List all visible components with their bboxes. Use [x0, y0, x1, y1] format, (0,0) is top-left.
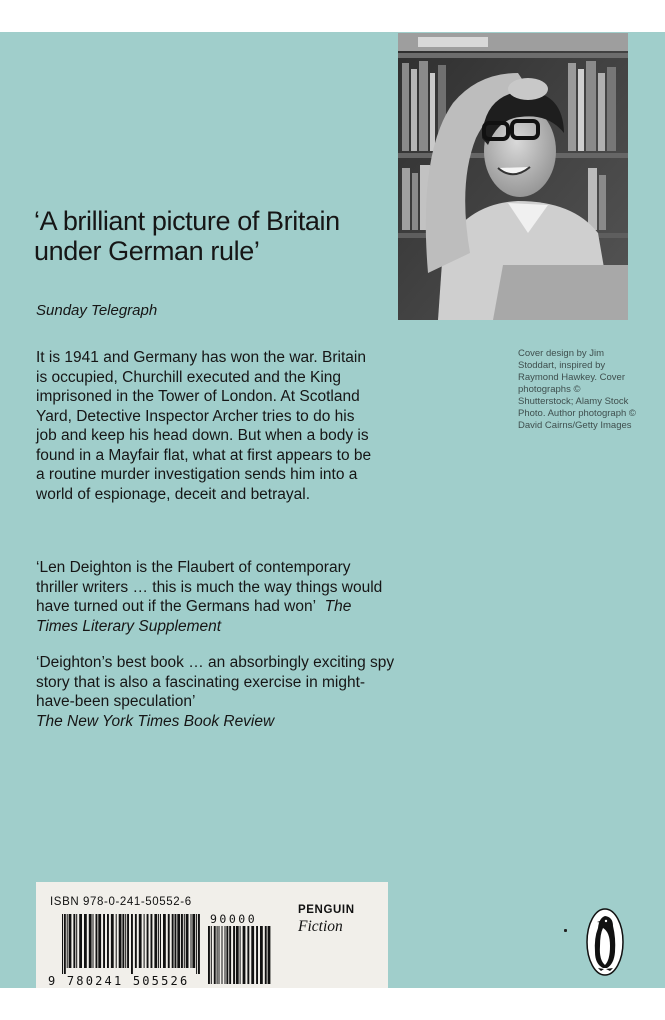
- cover-credits: Cover design by Jim Stoddart, inspired by Raymond Hawkey. Cover photographs © Shutterstock; Alamy Stock Photo. Author photograph © David Cairns/Getty Images: [518, 348, 636, 431]
- barcode-panel: [36, 882, 388, 988]
- barcode-bar: [154, 914, 157, 968]
- barcode-bar: [131, 914, 133, 974]
- barcode-bar: [93, 914, 94, 968]
- barcode-bar: [172, 914, 174, 968]
- synopsis-blurb: It is 1941 and Germany has won the war. Britain is occupied, Churchill executed and the King imprisoned in the Tower of London. At Scotland Yard, Detective Inspector Archer tries to do his job and keep his head down. But when a body is found in a Mayfair flat, what at first appears to be a routine murder investigation sends him into a world of espionage, deceit and betrayal.: [36, 349, 372, 503]
- barcode-bar: [229, 926, 231, 984]
- barcode-bar: [260, 926, 263, 984]
- barcode-bar: [116, 914, 117, 968]
- barcode-bar: [107, 914, 109, 968]
- barcode-bar: [219, 926, 220, 984]
- barcode-bar: [211, 926, 212, 984]
- barcode-bar: [177, 914, 180, 968]
- barcode-bar: [240, 926, 241, 984]
- series-name: Fiction: [298, 918, 343, 935]
- barcode-bar: [184, 914, 185, 968]
- barcode-bar: [192, 914, 195, 968]
- barcode-bar: [222, 926, 223, 984]
- barcode-bar: [243, 926, 246, 984]
- review-quote-text: ‘Deighton’s best book … an absorbingly exciting spy story that is also a fascinating exercise in might-have-been speculation’: [36, 654, 395, 710]
- barcode-bar: [217, 926, 218, 984]
- barcode-bar: [69, 914, 72, 968]
- barcode-bar: [84, 914, 87, 968]
- barcode-bar: [98, 914, 101, 968]
- review-quote-2: [36, 653, 396, 731]
- barcode-bar: [196, 914, 197, 974]
- barcode-bar: [186, 914, 189, 968]
- barcode-bar: [265, 926, 267, 984]
- barcode-bar: [135, 914, 137, 968]
- barcode-bar: [76, 914, 77, 968]
- barcode-bar: [62, 914, 63, 974]
- penguin-logo-icon: [586, 908, 624, 976]
- barcode-bar: [127, 914, 129, 968]
- barcode-bar: [236, 926, 239, 984]
- headline-source: Sunday Telegraph: [36, 302, 158, 319]
- barcode-bar: [89, 914, 92, 968]
- barcode-addon-digits: 90000: [210, 912, 258, 926]
- isbn-barcode: [62, 914, 202, 974]
- author-photo-image: [398, 33, 628, 320]
- barcode-digits: 9 780241 505526: [48, 974, 190, 988]
- author-photo: [398, 33, 628, 320]
- barcode-bar: [119, 914, 122, 968]
- review-quote-source: The Times Literary Supplement: [36, 598, 352, 635]
- barcode-bar: [139, 914, 142, 968]
- barcode-bar: [256, 926, 258, 984]
- headline-quote: ‘A brilliant picture of Britain under German rule’: [34, 206, 340, 266]
- review-quote-1: [36, 558, 396, 636]
- barcode-bar: [96, 914, 98, 968]
- barcode-bar: [191, 914, 192, 968]
- barcode-bar: [181, 914, 183, 968]
- review-quote-source: The New York Times Book Review: [36, 712, 275, 730]
- barcode-bar: [251, 926, 254, 984]
- barcode-bar: [247, 926, 249, 984]
- barcode-bar: [151, 914, 153, 968]
- barcode-bar: [175, 914, 177, 968]
- price-addon-barcode: [208, 926, 272, 984]
- barcode-bar: [64, 914, 66, 974]
- barcode-bar: [103, 914, 105, 968]
- barcode-bar: [214, 926, 216, 984]
- barcode-bar: [147, 914, 149, 968]
- print-dot-mark: [564, 929, 567, 932]
- barcode-bar: [208, 926, 210, 984]
- barcode-bar: [79, 914, 82, 968]
- barcode-bar: [168, 914, 170, 968]
- barcode-bar: [67, 914, 68, 968]
- barcode-bar: [73, 914, 75, 968]
- barcode-bar: [144, 914, 145, 968]
- isbn-label: ISBN 978-0-241-50552-6: [50, 896, 192, 908]
- barcode-bar: [158, 914, 159, 968]
- barcode-bar: [226, 926, 228, 984]
- barcode-bar: [268, 926, 271, 984]
- barcode-bar: [198, 914, 200, 974]
- barcode-bar: [225, 926, 226, 984]
- barcode-bar: [122, 914, 124, 968]
- barcode-bar: [233, 926, 235, 984]
- review-quote-text: ‘Len Deighton is the Flaubert of contemporary thriller writers … this is much the way things would have turned out if the Germans had won’: [36, 559, 383, 615]
- book-back-cover: [0, 32, 665, 988]
- publisher-brand: PENGUIN: [298, 904, 355, 916]
- barcode-bar: [160, 914, 161, 968]
- barcode-bar: [111, 914, 114, 968]
- barcode-bar: [163, 914, 166, 968]
- barcode-bar: [125, 914, 126, 968]
